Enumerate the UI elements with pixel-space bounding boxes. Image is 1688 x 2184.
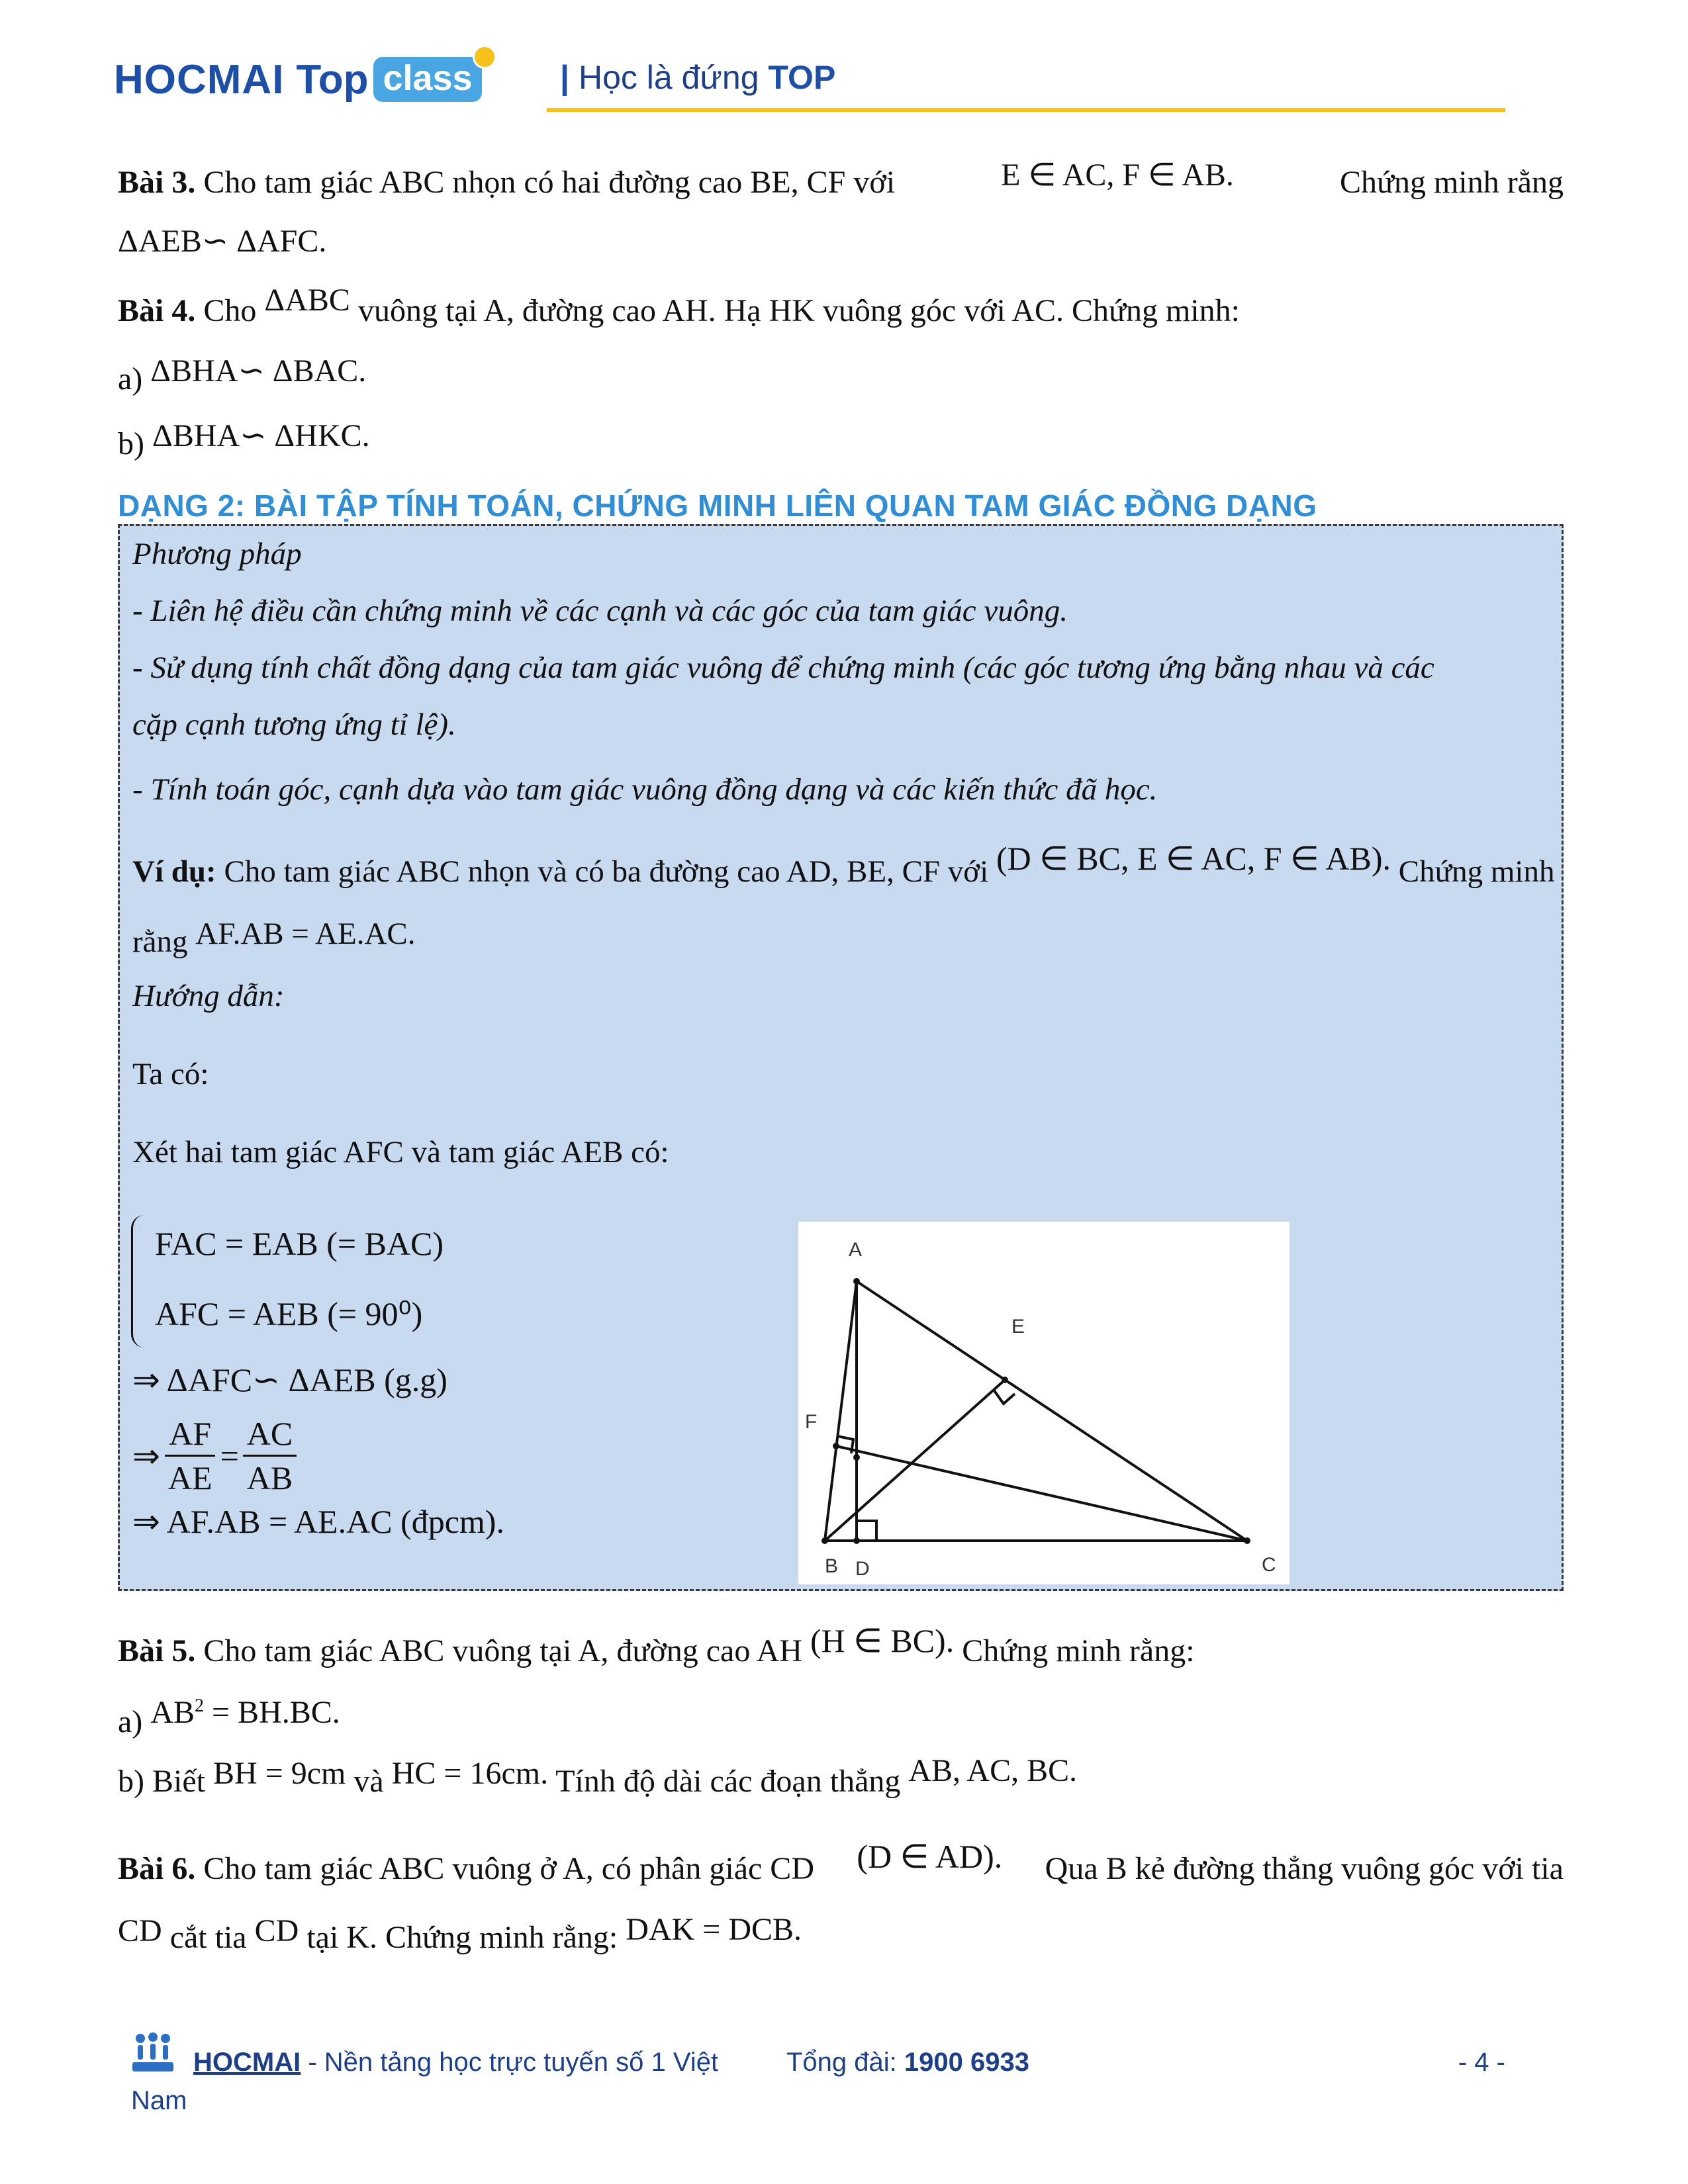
footer-hotline-number: 1900 6933 (904, 2048, 1029, 2077)
slogan-prefix: Học là đứng (579, 59, 759, 96)
footer-text: - Nền tảng học trực tuyến số 1 Việt (308, 2048, 719, 2077)
bai5-b-text: Tính độ dài các đoạn thẳng (555, 1764, 901, 1799)
bai6-text1: Cho tam giác ABC vuông ở A, có phân giác CD (203, 1851, 814, 1886)
label-a: A (849, 1239, 863, 1261)
label-f: F (805, 1411, 818, 1433)
bai6-line2 (118, 1912, 802, 1956)
bai5-b-m2: HC = 16cm. (391, 1756, 549, 1791)
header-underline (547, 108, 1505, 112)
footer-hotline-label: Tổng đài: (786, 2048, 897, 2077)
bai4-a-math: ΔBHA∽ ΔBAC. (150, 353, 367, 388)
bai3-label: Bài 3. (118, 165, 196, 200)
bai5-b-pre: b) Biết (118, 1764, 205, 1799)
step1: ⇒ ΔAFC∽ ΔAEB (g.g) (132, 1361, 447, 1398)
bai4-b (118, 417, 370, 461)
step2-arrow: ⇒ (132, 1437, 160, 1475)
bai5-a-label: a) (118, 1704, 143, 1739)
bai5-b (118, 1753, 1078, 1799)
footer (131, 2044, 1505, 2083)
bai3-line1 (118, 158, 1564, 201)
star-icon (473, 45, 496, 69)
bai6-l2-m3: DAK = DCB. (626, 1912, 802, 1947)
label-c: C (1262, 1554, 1276, 1576)
bai4-text-post: vuông tại A, đường cao AH. Hạ HK vuông góc với AC. Chứng minh: (357, 293, 1241, 328)
example-line1 (132, 840, 1555, 889)
bai3-text2: Chứng minh rằng (1339, 165, 1564, 200)
system-line2: AFC = AEB (= 90⁰) (155, 1295, 423, 1332)
altitude-cf (836, 1446, 1247, 1541)
bai4-math: ΔABC (264, 283, 350, 318)
example-consider: Xét hai tam giác AFC và tam giác AEB có: (132, 1135, 669, 1169)
label-b: B (825, 1555, 839, 1577)
footer-brand-line (193, 2048, 718, 2077)
right-angle-e (994, 1390, 1015, 1404)
bai3-math1: E ∈ AC, F ∈ AB. (1001, 158, 1234, 193)
bai6-math1: (D ∈ AD). (857, 1838, 1003, 1875)
hocmai-topclass-logo (114, 53, 482, 106)
hocmai-people-icon (131, 2032, 175, 2078)
logo-class-text: class (383, 58, 473, 98)
slogan (560, 58, 835, 97)
bai3-line2: ΔAEB∽ ΔAFC. (118, 224, 327, 259)
bai5-b-m1: BH = 9cm (212, 1756, 346, 1791)
footer-brand-link[interactable]: HOCMAI (193, 2048, 301, 2077)
step3: ⇒ AF.AB = AE.AC (đpcm). (132, 1503, 504, 1540)
example-math2: AF.AB = AE.AC. (195, 917, 416, 951)
bai4-label: Bài 4. (118, 293, 196, 328)
bai5-a-rest: = BH.BC. (211, 1695, 340, 1730)
bai5-label: Bài 5. (118, 1633, 196, 1668)
bai5-text1: Cho tam giác ABC vuông tại A, đường cao AH (203, 1633, 803, 1668)
bai5-line1 (118, 1622, 1195, 1669)
label-e: E (1011, 1316, 1025, 1338)
logo-hocmai-text: HOCMAI (114, 56, 285, 103)
side-ac (857, 1281, 1247, 1541)
step2 (132, 1412, 301, 1499)
method-p2a: - Sử dụng tính chất đồng dạng của tam giác vuông để chứng minh (các góc tương ứng bằng nhau và các (132, 651, 1434, 685)
label-d: D (855, 1558, 870, 1580)
bai5-a (118, 1694, 340, 1739)
altitude-be (825, 1380, 1005, 1541)
method-p3: - Tính toán góc, cạnh dựa vào tam giác vuông đồng dạng và các kiến thức đã học. (132, 772, 1158, 807)
bai6-line1 (118, 1838, 1564, 1889)
system-line1: FAC = EAB (= BAC) (155, 1225, 444, 1262)
bai6-l2-t2: tại K. Chứng minh rằng: (306, 1920, 618, 1955)
bai3-text1: Cho tam giác ABC nhọn có hai đường cao BE, CF với (203, 165, 896, 200)
logo-top-text: Top (296, 56, 369, 103)
bai4-a (118, 352, 367, 396)
bai4-a-label: a) (118, 361, 143, 396)
frac2-num: AC (243, 1412, 297, 1457)
bai5-a-math (150, 1695, 340, 1730)
example-taco: Ta có: (132, 1057, 209, 1091)
example-text2: Chứng minh (1398, 854, 1555, 889)
frac1-den: AE (167, 1459, 212, 1496)
bai6-text2: Qua B kẻ đường thẳng vuông góc với tia (1045, 1851, 1564, 1886)
bai4-line1 (118, 283, 1241, 329)
section-heading: DẠNG 2: BÀI TẬP TÍNH TOÁN, CHỨNG MINH LIÊN QUAN TAM GIÁC ĐỒNG DẠNG (118, 488, 1317, 523)
method-p1: - Liên hệ điều cần chứng minh về các cạnh và các góc của tam giác vuông. (132, 594, 1068, 628)
bai6-l2-m2: CD (254, 1913, 299, 1948)
bai5-b-va: và (353, 1764, 384, 1799)
method-title: Phương pháp (132, 537, 302, 571)
page-number: - 4 - (1458, 2048, 1505, 2077)
example-label: Ví dụ: (132, 854, 216, 889)
footer-hotline (786, 2048, 1029, 2077)
method-p2b: cặp cạnh tương ứng tỉ lệ). (132, 707, 456, 742)
right-angle-f (837, 1436, 853, 1453)
logo-class-badge (373, 57, 481, 102)
example-math1: (D ∈ BC, E ∈ AC, F ∈ AB). (996, 840, 1391, 877)
bai5-a-sup: 2 (194, 1696, 204, 1716)
example-guide: Hướng dẫn: (132, 979, 285, 1013)
fraction-ac-ab (243, 1412, 297, 1499)
system-brace (131, 1215, 145, 1347)
triangle-figure (798, 1222, 1289, 1584)
slogan-bold: TOP (768, 59, 836, 96)
bai5-math1: (H ∈ BC). (810, 1622, 955, 1659)
frac1-num: AF (165, 1412, 215, 1457)
divider: | (560, 59, 569, 96)
bai4-b-label: b) (118, 426, 144, 461)
example-text1: Cho tam giác ABC nhọn và có ba đường cao AD, BE, CF với (224, 854, 989, 889)
bai5-text2: Chứng minh rằng: (962, 1633, 1195, 1668)
bai6-l2-m1: CD (118, 1913, 162, 1948)
bai6-l2-t1: cắt tia (169, 1920, 247, 1955)
fraction-af-ae (164, 1412, 216, 1499)
side-ab (825, 1281, 857, 1541)
bai6-label: Bài 6. (118, 1851, 196, 1886)
bai5-b-m3: AB, AC, BC. (908, 1753, 1078, 1788)
bai4-text-pre: Cho (203, 293, 257, 328)
right-angle-d (857, 1521, 876, 1541)
bai5-a-base: AB (150, 1695, 195, 1730)
footer-line2: Nam (131, 2086, 187, 2115)
example-line2 (132, 916, 416, 959)
bai4-b-math: ΔBHA∽ ΔHKC. (152, 418, 370, 453)
step2-eq: = (220, 1437, 239, 1475)
frac2-den: AB (246, 1459, 293, 1496)
triangle-diagram (798, 1222, 1289, 1584)
example-text3: rằng (132, 925, 188, 959)
